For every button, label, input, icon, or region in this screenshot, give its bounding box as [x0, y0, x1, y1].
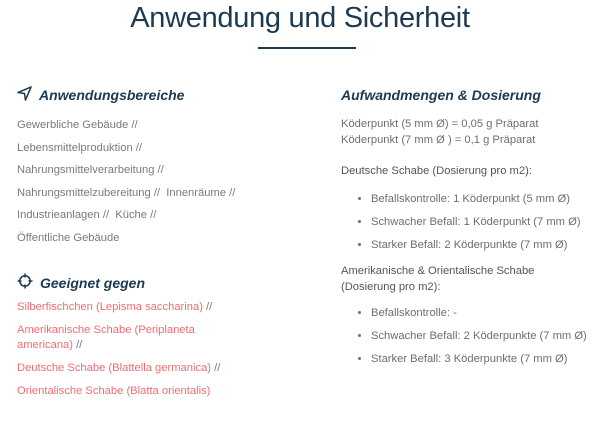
- pest-link[interactable]: Orientalische Schabe (Blatta orientalis): [17, 384, 211, 397]
- pest-link[interactable]: Silberfischchen (Lepisma saccharina): [17, 300, 203, 313]
- pest-item[interactable]: [17, 323, 247, 353]
- area-label: Öffentliche Gebäude: [17, 231, 120, 244]
- area-row: [17, 137, 287, 160]
- area-label: Nahrungsmittelverarbeitung: [17, 164, 155, 177]
- areas-heading-label: Anwendungsbereiche: [39, 87, 185, 103]
- separator: //: [211, 361, 221, 374]
- separator: //: [147, 209, 157, 222]
- separator: //: [150, 186, 167, 199]
- dosage-line: Köderpunkt (5 mm Ø) = 0,05 g Präparat: [341, 118, 539, 130]
- separator: //: [128, 119, 138, 131]
- american-roach-heading: Amerikanische & Orientalische Schabe (Dosierung pro m2):: [341, 265, 535, 293]
- separator: //: [72, 338, 83, 351]
- areas-heading: [17, 84, 287, 106]
- area-row: [17, 227, 287, 250]
- crosshair-icon: [17, 273, 33, 292]
- dosage-bullet: • Befallskontrolle: 1 Köderpunkt (5 mm Ø): [371, 191, 596, 207]
- american-roach-list: [341, 305, 596, 367]
- dosage-line: Köderpunkt (7 mm Ø ) = 0,1 g Präparat: [341, 134, 536, 146]
- pest-link[interactable]: Amerikanische Schabe (Periplaneta americana): [17, 323, 195, 351]
- german-roach-heading: Deutsche Schabe (Dosierung pro m2):: [341, 165, 532, 177]
- german-roach-list: [341, 191, 596, 253]
- area-label: Innenräume: [166, 186, 226, 199]
- separator: //: [154, 164, 164, 177]
- left-column: [17, 84, 287, 407]
- dosage-bullet: • Starker Befall: 2 Köderpunkte (7 mm Ø): [371, 237, 596, 253]
- area-row: [17, 159, 287, 182]
- separator: //: [225, 186, 236, 199]
- pest-item[interactable]: [17, 361, 247, 376]
- dosage-bullet: • Schwacher Befall: 1 Köderpunkt (7 mm Ø): [371, 214, 596, 230]
- area-label: Industrieanlagen: [17, 209, 100, 222]
- right-column: [341, 84, 596, 374]
- suitable-heading-label: Geeignet gegen: [40, 274, 146, 291]
- title-divider: [258, 47, 356, 49]
- dosage-heading-label: Aufwandmengen & Dosierung: [341, 87, 541, 103]
- dosage-heading: [341, 84, 596, 106]
- separator: //: [132, 141, 143, 154]
- separator: //: [202, 300, 213, 313]
- pest-item[interactable]: [17, 384, 247, 399]
- page-title: Anwendung und Sicherheit: [130, 2, 470, 34]
- areas-list: [17, 114, 287, 250]
- dosage-bullet: • Starker Befall: 3 Köderpunkte (7 mm Ø): [371, 351, 596, 367]
- dosage-lines: [341, 116, 596, 148]
- dosage-bullet: • Schwacher Befall: 2 Köderpunkte (7 mm Ø): [371, 328, 596, 344]
- suitable-heading: [17, 272, 287, 294]
- area-label: Gewerbliche Gebäude: [17, 119, 129, 131]
- area-row: [17, 114, 287, 137]
- dosage-bullet: • Befallskontrolle: -: [371, 305, 596, 321]
- area-row: [17, 182, 287, 205]
- pest-item[interactable]: [17, 300, 247, 315]
- separator: //: [99, 209, 116, 222]
- pest-list: [17, 300, 287, 399]
- area-row: [17, 204, 287, 227]
- area-label: Küche: [115, 209, 148, 222]
- area-label: Lebensmittelproduktion: [17, 141, 133, 154]
- navigation-arrow-icon: [17, 86, 32, 104]
- area-label: Nahrungsmittelzubereitung: [17, 186, 151, 199]
- pest-link[interactable]: Deutsche Schabe (Blattella germanica): [17, 361, 212, 374]
